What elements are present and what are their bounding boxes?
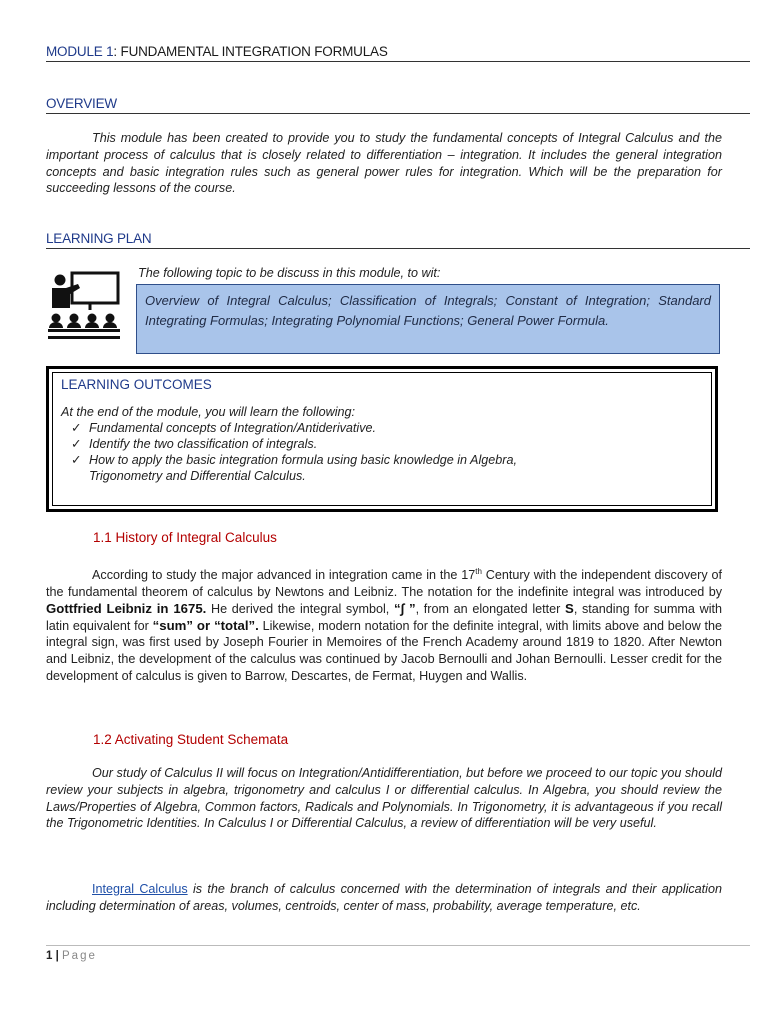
- footer-divider: [46, 945, 750, 946]
- teacher-classroom-icon: [46, 270, 122, 342]
- checkmark-icon: ✓: [71, 421, 82, 435]
- learning-plan-heading: LEARNING PLAN: [46, 231, 750, 249]
- outcome-item-continued: Trigonometry and Differential Calculus.: [89, 469, 306, 483]
- checkmark-icon: ✓: [71, 453, 82, 467]
- topics-box: Overview of Integral Calculus; Classification of Integrals; Constant of Integration; Standard Integrating Formulas; Integrating Polynomial Functions; General Power Formula.: [136, 284, 720, 354]
- outcome-item: ✓ How to apply the basic integration formula using basic knowledge in Algebra,: [71, 453, 517, 467]
- integral-symbol: “∫ ”: [393, 600, 416, 616]
- outcome-item: ✓ Identify the two classification of integrals.: [71, 437, 318, 451]
- definition-paragraph: Integral Calculus is the branch of calculus concerned with the determination of integrals and their application including determination of areas, volumes, centroids, center of mass, probability, average temperature, etc.: [46, 882, 722, 913]
- checkmark-icon: ✓: [71, 437, 82, 451]
- learning-plan-intro: The following topic to be discuss in this module, to wit:: [138, 266, 441, 280]
- schemata-section-title: 1.2 Activating Student Schemata: [93, 732, 289, 747]
- learning-outcomes-inner: [52, 372, 712, 506]
- outcome-item: ✓ Fundamental concepts of Integration/Antiderivative.: [71, 421, 377, 435]
- learning-outcomes-title: LEARNING OUTCOMES: [61, 377, 212, 392]
- page-label: Page: [62, 950, 97, 962]
- module-title: [46, 44, 750, 62]
- footer-separator: |: [52, 950, 63, 962]
- page-number: 1: [46, 950, 53, 962]
- history-section-title: 1.1 History of Integral Calculus: [93, 530, 277, 545]
- overview-paragraph: [46, 130, 722, 197]
- integral-calculus-link[interactable]: Integral Calculus: [92, 882, 188, 896]
- overview-text: This module has been created to provide you to study the fundamental concepts of Integral Calculus and the important process of calculus that is closely related to differentiation – integration. It includes the general integration concepts and basic integration rules such as general power rules for integration. Which will be the preparation for succeeding lessons of the course.: [46, 131, 722, 196]
- page-footer: [46, 950, 97, 962]
- schemata-paragraph: Our study of Calculus II will focus on Integration/Antidifferentiation, but before we proceed to our topic you should review your subjects in algebra, trigonometry and calculus I or differential calculus. In Algebra, you should review the Laws/Properties of Algebra, Common factors, Radicals and Polynomials. In Trigonometry, it is advantageous if you recall the Trigonometric Identities. In Calculus I or Differential Calculus, a review of differentiation will be very useful.: [46, 766, 722, 831]
- history-paragraph: According to study the major advanced in integration came in the 17th Century with the independent discovery of the fundamental theorem of calculus by Newtons and Leibniz. The notation for the indefinite integral was introduced by Gottfried Leibniz in 1675. He derived the integral symbol, “∫ ”, from an elongated letter S, standing for summa with latin equivalent for “sum” or “total”. Likewise, modern notation for the definite integral, with limits above and below the integral sign, was first used by Joseph Fourier in Memoires of the French Academy around 1819 to 1820. After Newton and Leibniz, the development of the calculus was continued by Jacob Bernoulli and Johan Bernoulli. Lesser credit for the development of calculus is given to Barrow, Descartes, de Fermat, Huygen and Wallis.: [46, 567, 722, 683]
- learning-outcomes-intro: At the end of the module, you will learn the following:: [61, 405, 356, 419]
- learning-outcomes-box: [46, 366, 718, 512]
- overview-heading: OVERVIEW: [46, 96, 750, 114]
- module-name: : FUNDAMENTAL INTEGRATION FORMULAS: [113, 44, 388, 59]
- module-number: MODULE 1: [46, 44, 114, 59]
